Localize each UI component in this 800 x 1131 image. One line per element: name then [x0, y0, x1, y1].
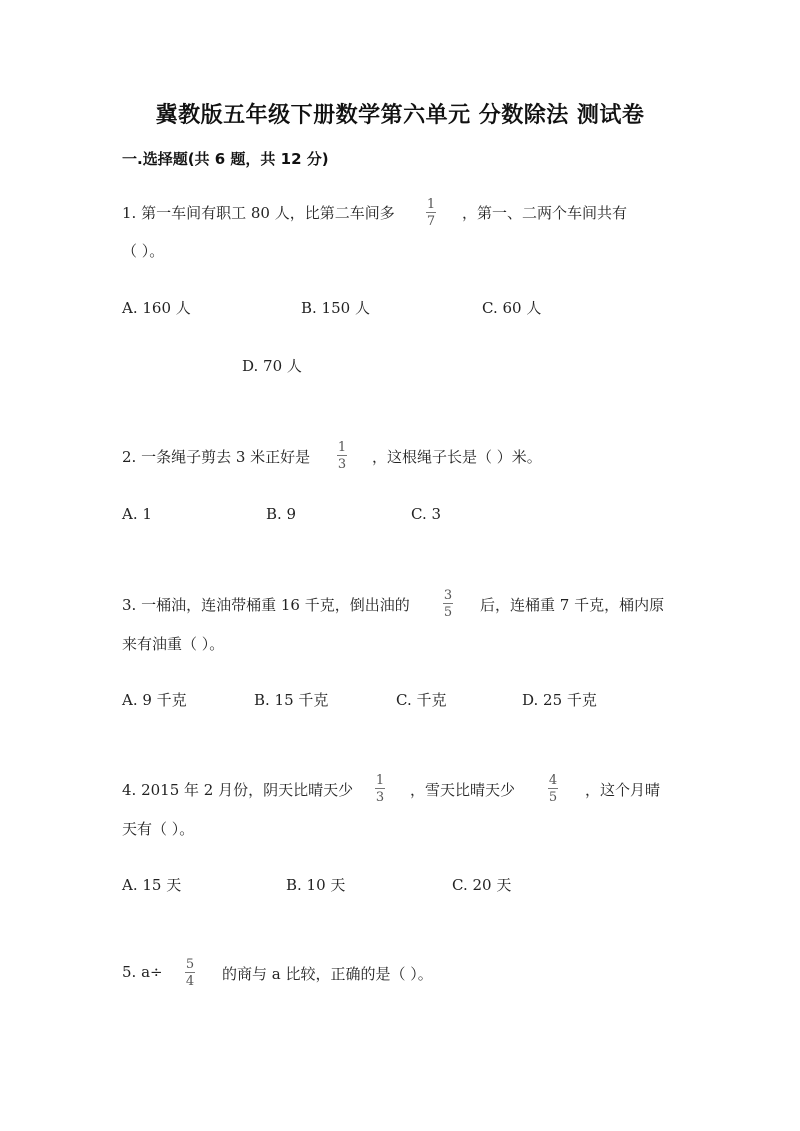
q4-text-part2: ，雪天比晴天少 — [410, 781, 516, 799]
q4-fraction-2 — [548, 773, 558, 805]
q2-fraction-denominator: 3 — [337, 457, 347, 472]
q1-option-d[interactable]: D. 70 人 — [242, 357, 302, 375]
q3-option-a[interactable]: A. 9 千克 — [122, 691, 187, 709]
q3-option-c[interactable]: C. 千克 — [396, 691, 447, 709]
q4-fraction-2-denominator: 5 — [548, 790, 558, 805]
q1-text-part2: ，第一、二两个车间共有 — [462, 204, 628, 222]
q4-fraction-1-numerator: 1 — [375, 773, 385, 788]
q1-option-c[interactable]: C. 60 人 — [482, 299, 542, 317]
q5-fraction-denominator: 4 — [185, 974, 195, 989]
page-title: 冀教版五年级下册数学第六单元 分数除法 测试卷 — [155, 103, 645, 128]
q2-text-part2: ，这根绳子长是（ ）米。 — [372, 448, 542, 466]
q1-fraction — [426, 197, 436, 229]
q1-fraction-denominator: 7 — [426, 214, 436, 229]
q2-fraction-numerator: 1 — [337, 440, 347, 455]
q2-option-a[interactable]: A. 1 — [122, 505, 152, 523]
q1-option-a[interactable]: A. 160 人 — [122, 299, 191, 317]
q1-text-line2: （ ）。 — [122, 242, 165, 260]
q4-option-b[interactable]: B. 10 天 — [286, 876, 346, 894]
q3-text-part2: 后，连桶重 7 千克，桶内原 — [480, 596, 665, 614]
q4-fraction-2-numerator: 4 — [548, 773, 558, 788]
q3-text-part1: 3. 一桶油，连油带桶重 16 千克，倒出油的 — [122, 596, 410, 614]
q2-text-part1: 2. 一条绳子剪去 3 米正好是 — [122, 448, 311, 466]
q4-text-part3: ，这个月晴 — [585, 781, 661, 799]
q4-fraction-1 — [375, 773, 385, 805]
q3-fraction-denominator: 5 — [443, 605, 453, 620]
q4-fraction-1-denominator: 3 — [375, 790, 385, 805]
q4-option-a[interactable]: A. 15 天 — [122, 876, 182, 894]
q3-fraction-numerator: 3 — [443, 588, 453, 603]
q1-text-part1: 1. 第一车间有职工 80 人，比第二车间多 — [122, 204, 395, 222]
q3-option-b[interactable]: B. 15 千克 — [254, 691, 329, 709]
q3-text-line2: 来有油重（ ）。 — [122, 635, 225, 653]
q2-option-c[interactable]: C. 3 — [411, 505, 442, 523]
q5-text-part2: 的商与 a 比较，正确的是（ ）。 — [222, 965, 433, 983]
q2-option-b[interactable]: B. 9 — [266, 505, 297, 523]
q5-fraction — [185, 957, 195, 989]
q5-fraction-numerator: 5 — [185, 957, 195, 972]
q2-fraction — [337, 440, 347, 472]
q3-option-d[interactable]: D. 25 千克 — [522, 691, 597, 709]
q3-fraction — [443, 588, 453, 620]
section-heading: 一.选择题(共 6 题，共 12 分) — [122, 150, 329, 168]
q1-fraction-numerator: 1 — [426, 197, 436, 212]
q4-text-line2: 天有（ ）。 — [122, 820, 195, 838]
q5-text-part1: 5. a÷ — [122, 963, 163, 981]
q4-option-c[interactable]: C. 20 天 — [452, 876, 512, 894]
q4-text-part1: 4. 2015 年 2 月份，阴天比晴天少 — [122, 781, 354, 799]
q1-option-b[interactable]: B. 150 人 — [301, 299, 370, 317]
